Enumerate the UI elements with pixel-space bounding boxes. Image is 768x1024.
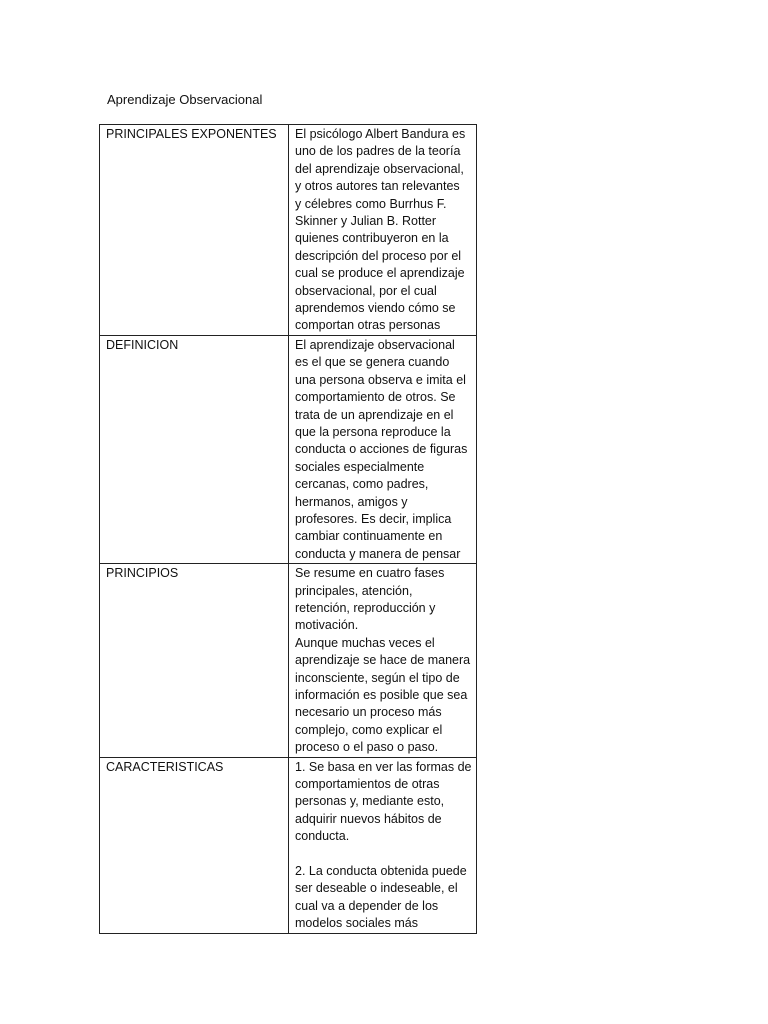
description-line: que la persona reproduce la (295, 424, 451, 439)
description-line: comportamiento de otros. Se (295, 390, 456, 405)
description-line: trata de un aprendizaje en el (295, 407, 454, 422)
row-label: DEFINICION (100, 335, 289, 563)
description-line: descripción del proceso por el (295, 248, 462, 263)
description-line: cual se produce el aprendizaje (295, 266, 465, 281)
description-line: inconsciente, según el tipo de (295, 670, 460, 685)
description-line: aprendizaje se hace de manera (295, 653, 471, 668)
description-line: una persona observa e imita el (295, 372, 466, 387)
blank-line (295, 846, 470, 863)
description-line: y otros autores tan relevantes (295, 179, 460, 194)
content-table (99, 124, 477, 934)
description-line: Skinner y Julian B. Rotter (295, 214, 437, 229)
description-line: del aprendizaje observacional, (295, 161, 464, 176)
table-row-principios (100, 564, 477, 757)
description-line: principales, atención, (295, 583, 413, 598)
description-line: comportan otras personas (295, 318, 441, 333)
document-title: Aprendizaje Observacional (107, 92, 263, 107)
table-row-caracteristicas (100, 757, 477, 933)
description-line: información es posible que sea (295, 688, 468, 702)
description-line: y célebres como Burrhus F. (295, 196, 447, 211)
description-line: sociales especialmente (295, 459, 425, 474)
row-label: CARACTERISTICAS (100, 757, 289, 933)
description-line: Se resume en cuatro fases (295, 566, 445, 581)
description-line: 2. La conducta obtenida puede (295, 864, 467, 879)
row-label: PRINCIPALES EXPONENTES (100, 125, 289, 336)
description-line: es el que se genera cuando (295, 355, 450, 370)
row-description (289, 335, 477, 563)
description-line: conducta. (295, 829, 350, 844)
description-line: observacional, por el cual (295, 283, 437, 298)
description-line: personas y, mediante esto, (295, 794, 445, 809)
table-row-definicion (100, 335, 477, 563)
description-line: complejo, como explicar el (295, 722, 443, 737)
description-line: quienes contribuyeron en la (295, 231, 449, 246)
description-line: cercanas, como padres, (295, 477, 429, 492)
description-line: aprendemos viendo cómo se (295, 301, 456, 316)
row-label: PRINCIPIOS (100, 564, 289, 757)
description-line: comportamientos de otras (295, 777, 440, 792)
description-line: modelos sociales más (295, 916, 418, 931)
description-line: hermanos, amigos y (295, 494, 408, 509)
description-line: retención, reproducción y (295, 600, 436, 615)
description-line: conducta y manera de pensar (295, 546, 461, 561)
description-line: proceso o el paso o paso. (295, 740, 439, 755)
description-line: cual va a depender de los (295, 898, 439, 913)
row-description (289, 564, 477, 757)
description-line: conducta o acciones de figuras (295, 442, 468, 457)
description-line: El psicólogo Albert Bandura es (295, 127, 466, 141)
description-line: ser deseable o indeseable, el (295, 881, 458, 896)
description-line: adquirir nuevos hábitos de (295, 811, 442, 826)
row-description (289, 125, 477, 336)
description-line: El aprendizaje observacional (295, 337, 455, 352)
description-line: Aunque muchas veces el (295, 635, 435, 650)
description-line: necesario un proceso más (295, 705, 442, 720)
description-line: 1. Se basa en ver las formas de (295, 759, 472, 774)
row-description (289, 757, 477, 933)
description-line: motivación. (295, 618, 359, 633)
table-row-exponentes (100, 125, 477, 336)
description-line: uno de los padres de la teoría (295, 144, 461, 159)
description-line: cambiar continuamente en (295, 529, 443, 544)
description-line: profesores. Es decir, implica (295, 511, 452, 526)
